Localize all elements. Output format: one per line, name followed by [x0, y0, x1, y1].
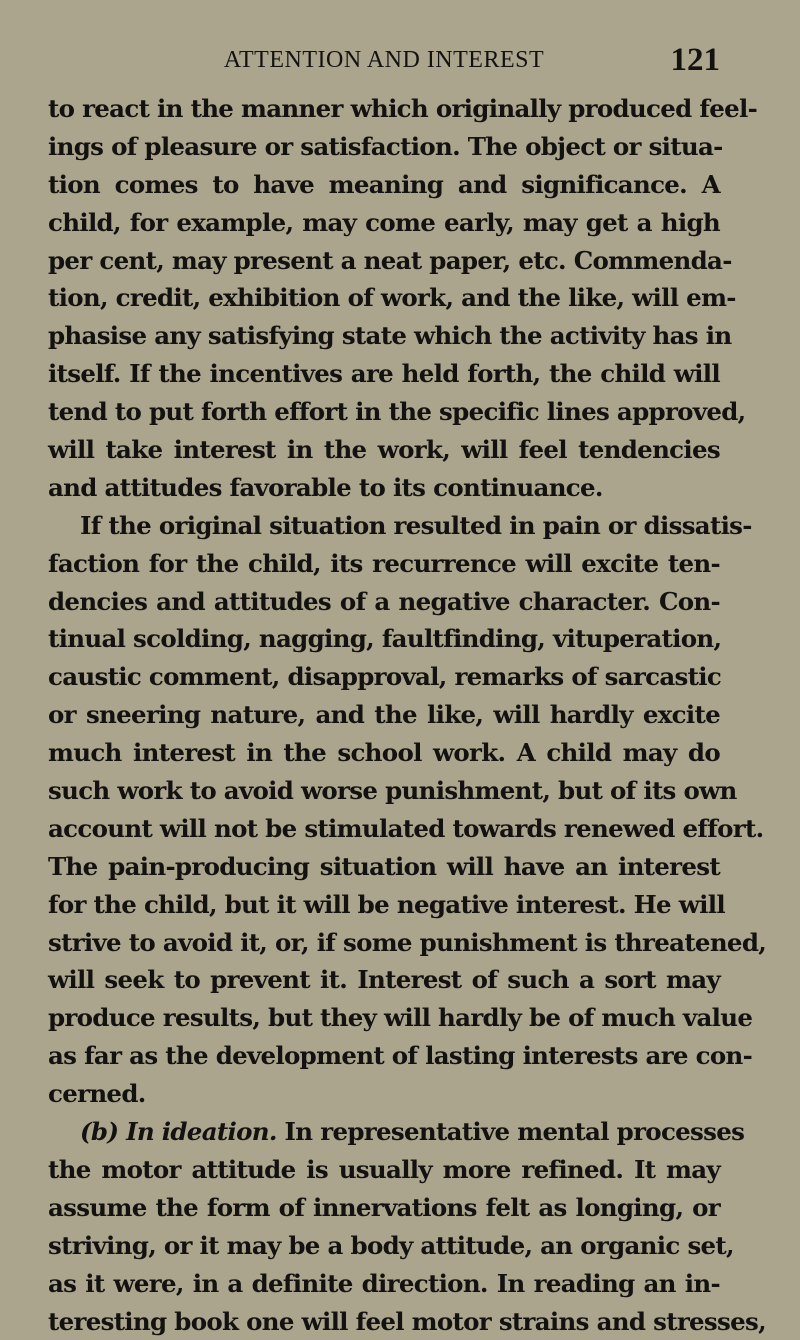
- text-line: tion comes to have meaning and significance. A: [48, 166, 720, 204]
- section-b-text: In representative mental processes: [285, 1117, 745, 1146]
- text-line: caustic comment, disapproval, remarks of sarcastic: [48, 658, 720, 696]
- section-b-heading: In ideation.: [126, 1117, 277, 1146]
- text-line: as it were, in a definite direction. In reading an in-: [48, 1265, 720, 1303]
- text-line: or sneering nature, and the like, will hardly excite: [48, 696, 720, 734]
- text-line: strive to avoid it, or, if some punishment is threatened,: [48, 924, 720, 962]
- text-line: tinual scolding, nagging, faultfinding, vituperation,: [48, 620, 720, 658]
- paragraph-start-line: If the original situation resulted in pain or dissatis-: [48, 507, 720, 545]
- text-line: account will not be stimulated towards renewed effort.: [48, 810, 720, 848]
- text-line: itself. If the incentives are held forth, the child will: [48, 355, 720, 393]
- text-line: as far as the development of lasting interests are con-: [48, 1037, 720, 1075]
- paragraph-end-line: and attitudes favorable to its continuance.: [48, 469, 720, 507]
- text-line: phasise any satisfying state which the activity has in: [48, 317, 720, 355]
- text-line: teresting book one will feel motor strains and stresses,: [48, 1303, 720, 1340]
- section-b-start-line: [48, 1113, 720, 1151]
- text-line: to react in the manner which originally produced feel-: [48, 90, 720, 128]
- text-line: tend to put forth effort in the specific lines approved,: [48, 393, 720, 431]
- section-b-label: (b): [80, 1117, 118, 1146]
- body-text: [48, 90, 720, 1340]
- text-line: ings of pleasure or satisfaction. The object or situa-: [48, 128, 720, 166]
- running-title: ATTENTION AND INTEREST: [48, 40, 720, 80]
- text-line: will take interest in the work, will feel tendencies: [48, 431, 720, 469]
- text-line: assume the form of innervations felt as longing, or: [48, 1189, 720, 1227]
- text-line: child, for example, may come early, may get a high: [48, 204, 720, 242]
- paragraph-end-line: cerned.: [48, 1075, 720, 1113]
- text-line: such work to avoid worse punishment, but of its own: [48, 772, 720, 810]
- text-line: striving, or it may be a body attitude, an organic set,: [48, 1227, 720, 1265]
- text-line: per cent, may present a neat paper, etc. Commenda-: [48, 242, 720, 280]
- page-number: 121: [671, 40, 721, 80]
- text-line: tion, credit, exhibition of work, and the like, will em-: [48, 279, 720, 317]
- page-header: [48, 40, 720, 80]
- text-line: will seek to prevent it. Interest of such a sort may: [48, 961, 720, 999]
- text-line: faction for the child, its recurrence will excite ten-: [48, 545, 720, 583]
- text-line: much interest in the school work. A child may do: [48, 734, 720, 772]
- text-line: produce results, but they will hardly be of much value: [48, 999, 720, 1037]
- text-line: The pain-producing situation will have an interest: [48, 848, 720, 886]
- text-line: for the child, but it will be negative interest. He will: [48, 886, 720, 924]
- text-line: the motor attitude is usually more refined. It may: [48, 1151, 720, 1189]
- text-line: dencies and attitudes of a negative character. Con-: [48, 583, 720, 621]
